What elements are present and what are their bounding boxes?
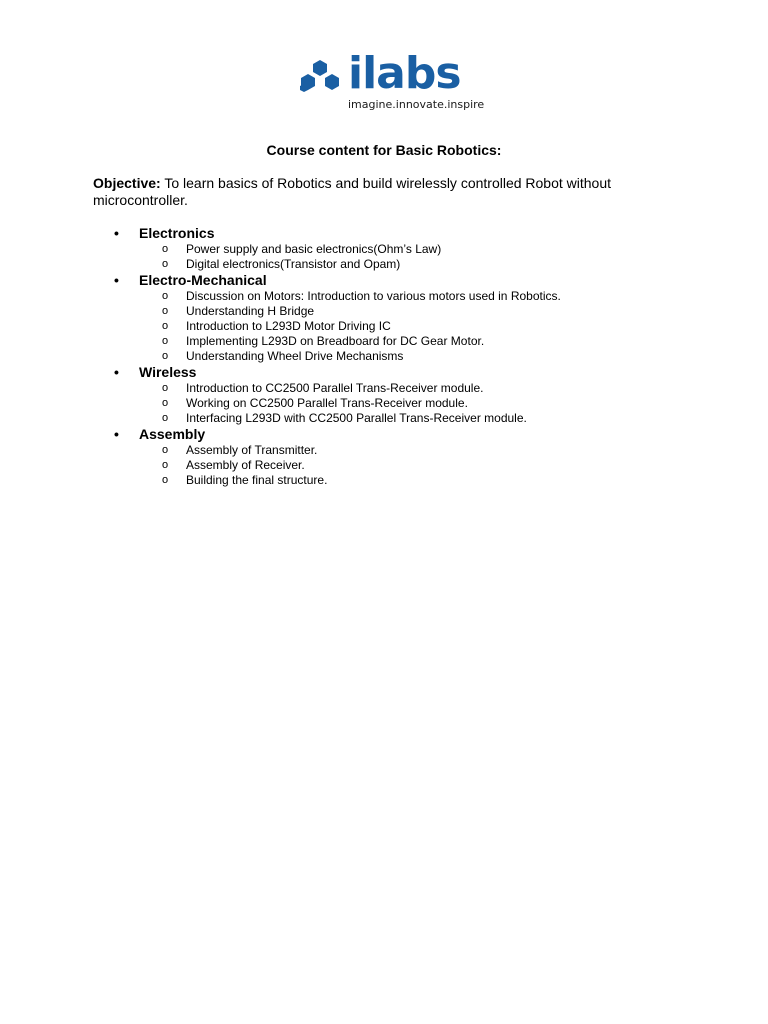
objective-paragraph (93, 175, 653, 209)
sub-bullet-icon: o (162, 320, 169, 332)
list-item (0, 411, 768, 426)
list-item-text: Discussion on Motors: Introduction to various motors used in Robotics. (186, 289, 561, 303)
course-sections-list (0, 225, 768, 488)
bullet-icon: • (114, 426, 119, 442)
list-item (0, 319, 768, 334)
list-item-text: Interfacing L293D with CC2500 Parallel Trans-Receiver module. (186, 411, 527, 425)
list-item (0, 381, 768, 396)
list-item (0, 334, 768, 349)
logo-wordmark (348, 50, 461, 98)
list-item-text: Working on CC2500 Parallel Trans-Receiver module. (186, 396, 468, 410)
list-item-text: Understanding H Bridge (186, 304, 315, 318)
section-heading-label: Electro-Mechanical (139, 272, 267, 288)
section-heading (0, 364, 768, 381)
bullet-icon: • (114, 225, 119, 241)
section-heading (0, 225, 768, 242)
section-heading (0, 426, 768, 443)
list-item-text: Digital electronics(Transistor and Opam) (186, 257, 401, 271)
sub-bullet-icon: o (162, 350, 169, 362)
sub-bullet-icon: o (162, 305, 169, 317)
list-item-text: Power supply and basic electronics(Ohm’s Law) (186, 242, 442, 256)
section-heading-label: Wireless (139, 364, 197, 380)
list-item-text: Introduction to L293D Motor Driving IC (186, 319, 391, 333)
section-heading-label: Electronics (139, 225, 215, 241)
section-heading-label: Assembly (139, 426, 206, 442)
sub-bullet-icon: o (162, 382, 169, 394)
sub-bullet-icon: o (162, 412, 169, 424)
list-item (0, 458, 768, 473)
sub-bullet-icon: o (162, 474, 169, 486)
list-item (0, 473, 768, 488)
page-title: Course content for Basic Robotics: (266, 142, 502, 158)
list-item (0, 396, 768, 411)
objective-label: Objective: (93, 175, 161, 191)
list-item-text: Implementing L293D on Breadboard for DC Gear Motor. (186, 334, 485, 348)
list-item (0, 443, 768, 458)
logo-wordmark-text: ilabs (348, 48, 461, 99)
sub-bullet-icon: o (162, 444, 169, 456)
sub-bullet-icon: o (162, 335, 169, 347)
objective-text: To learn basics of Robotics and build wirelessly controlled Robot without microcontroller. (93, 175, 612, 208)
list-item-text: Understanding Wheel Drive Mechanisms (186, 349, 404, 363)
list-item (0, 257, 768, 272)
list-item-text: Building the final structure. (186, 473, 328, 487)
list-item (0, 289, 768, 304)
list-item (0, 304, 768, 319)
list-item-text: Assembly of Transmitter. (186, 443, 318, 457)
list-item-text: Assembly of Receiver. (186, 458, 305, 472)
list-item (0, 242, 768, 257)
sub-bullet-icon: o (162, 459, 169, 471)
sub-bullet-icon: o (162, 258, 169, 270)
bullet-icon: • (114, 272, 119, 288)
bullet-icon: • (114, 364, 119, 380)
list-item (0, 349, 768, 364)
sub-bullet-icon: o (162, 243, 169, 255)
hexagon-cluster-icon (294, 58, 346, 102)
list-item-text: Introduction to CC2500 Parallel Trans-Receiver module. (186, 381, 484, 395)
logo-tagline: imagine.innovate.inspire (348, 98, 485, 111)
sub-bullet-icon: o (162, 397, 169, 409)
section-heading (0, 272, 768, 289)
ilabs-logo (294, 48, 485, 114)
sub-bullet-icon: o (162, 290, 169, 302)
